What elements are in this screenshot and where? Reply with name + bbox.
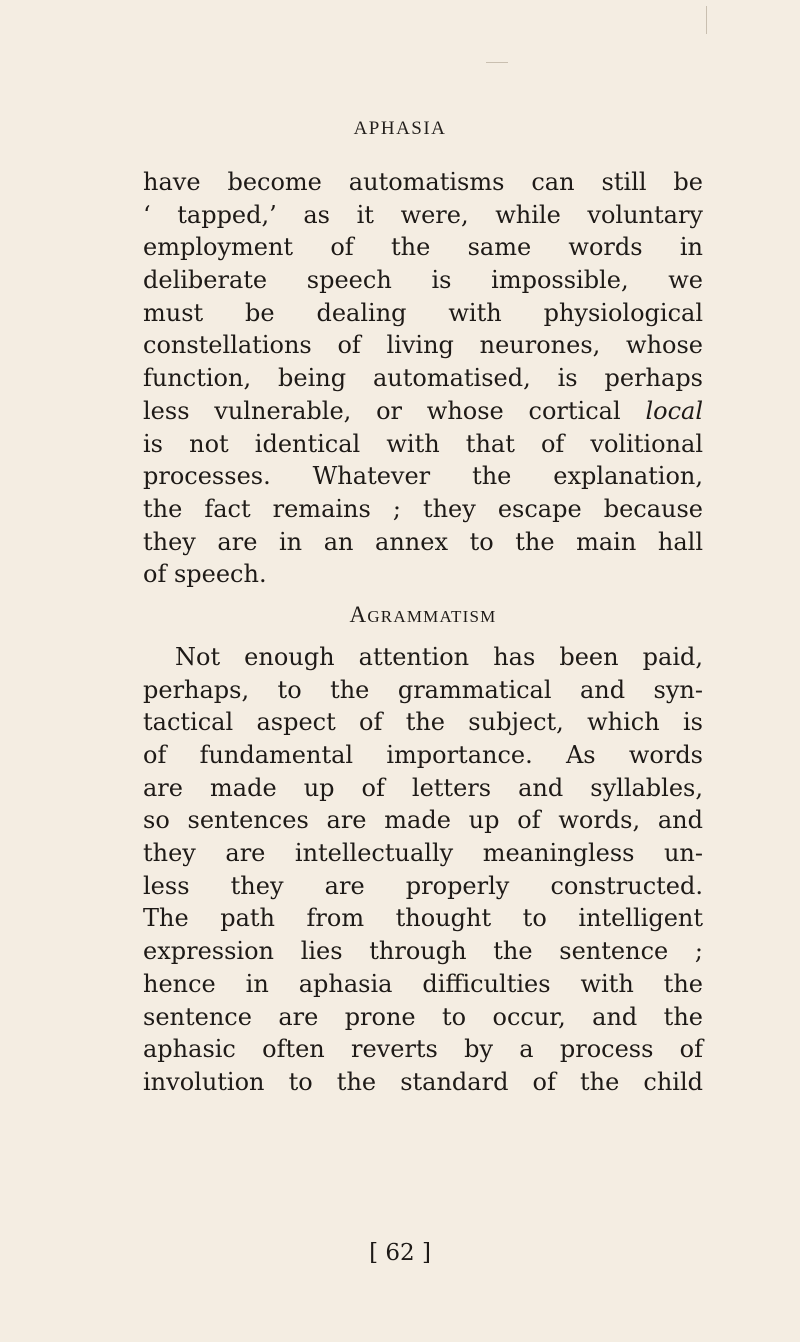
- text-line: hence in aphasia difficulties with the: [143, 969, 703, 998]
- text-line: have become automatisms can still be: [143, 168, 703, 196]
- section-heading: [143, 591, 703, 631]
- page-number: [ 62 ]: [369, 1240, 431, 1266]
- paper-mark: [706, 6, 707, 34]
- text-line: involution to the standard of the child: [143, 1067, 703, 1096]
- text-line: processes. Whatever the explanation,: [143, 462, 703, 491]
- text-line: sentence are prone to occur, and the: [143, 1002, 703, 1031]
- text-line: function, being automatised, is perhaps: [143, 364, 703, 393]
- text-line: employment of the same words in: [143, 233, 703, 262]
- text-line: aphasic often reverts by a process of: [143, 1035, 703, 1064]
- heading-small-caps: GRAMMATISM: [367, 606, 497, 626]
- text-line: ‘ tapped,’ as it were, while voluntary: [143, 200, 703, 229]
- italic-word: local: [645, 396, 704, 425]
- text-line: of speech.: [143, 560, 267, 589]
- text-line: The path from thought to intelligent: [143, 904, 703, 933]
- text-line: Not enough attention has been paid,: [175, 642, 703, 671]
- text-segment: less vulnerable, or whose cortical: [143, 396, 621, 425]
- text-line: they are in an annex to the main hall: [143, 527, 703, 556]
- text-line: is not identical with that of volitional: [143, 429, 703, 458]
- text-line: deliberate speech is impossible, we: [143, 266, 703, 295]
- text-line: so sentences are made up of words, and: [143, 806, 703, 835]
- heading-initial: A: [349, 601, 368, 627]
- text-line: expression lies through the sentence ;: [143, 937, 703, 966]
- text-line: of fundamental importance. As words: [143, 741, 703, 769]
- text-line-with-italic: [143, 395, 703, 428]
- text-line: tactical aspect of the subject, which is: [143, 708, 703, 737]
- paper-mark: [486, 62, 508, 63]
- text-line: less they are properly constructed.: [143, 871, 703, 900]
- text-line: are made up of letters and syllables,: [143, 773, 703, 802]
- text-line: the fact remains ; they escape because: [143, 494, 703, 523]
- running-head: APHASIA: [353, 118, 447, 139]
- text-line: must be dealing with physiological: [143, 298, 703, 327]
- text-line: perhaps, to the grammatical and syn-: [143, 675, 703, 704]
- text-line: constellations of living neurones, whose: [143, 331, 703, 360]
- body-text: [143, 166, 703, 1099]
- text-line: they are intellectually meaningless un-: [143, 839, 703, 868]
